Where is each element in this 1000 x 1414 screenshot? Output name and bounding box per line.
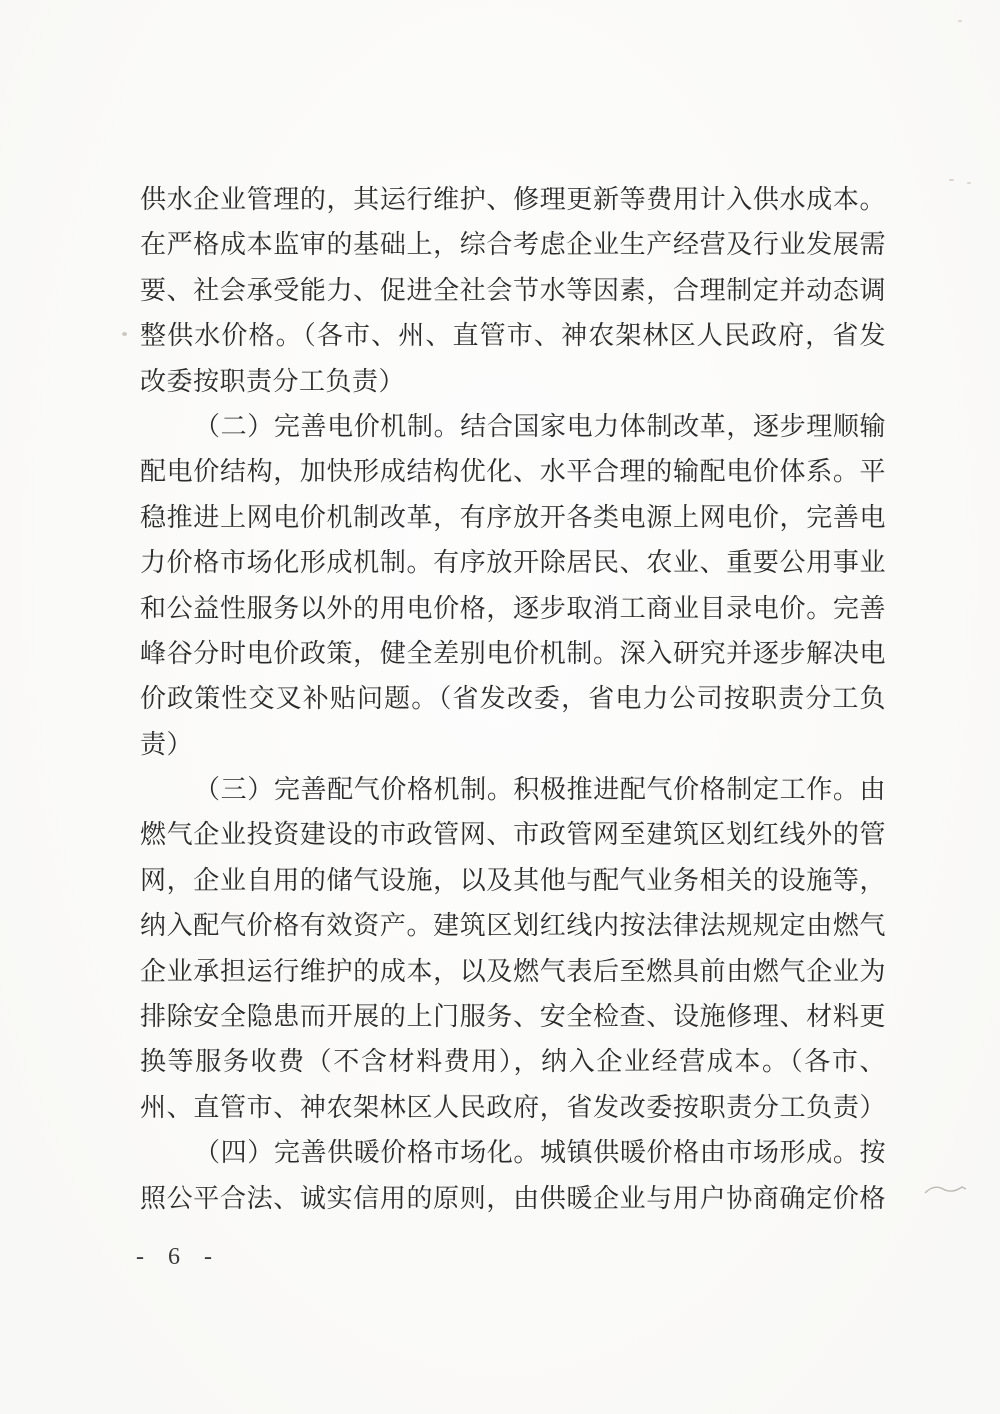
text-line: 责）	[140, 729, 194, 759]
text-line: 换等服务收费（不含材料费用），纳入企业经营成本。（各市、	[140, 1047, 886, 1077]
scan-speck	[967, 182, 971, 184]
document-body	[140, 177, 886, 1221]
text-line: （四）完善供暖价格市场化。城镇供暖价格由市场形成。按	[194, 1138, 886, 1168]
text-line: （二）完善电价机制。结合国家电力体制改革，逐步理顺输	[194, 411, 886, 441]
text-line: 网，企业自用的储气设施，以及其他与配气业务相关的设施等，	[140, 865, 886, 895]
page-number: - 6 -	[136, 1244, 221, 1270]
text-line: 燃气企业投资建设的市政管网、市政管网至建筑区划红线外的管	[140, 820, 886, 850]
scan-speck	[958, 20, 962, 22]
text-line: 要、社会承受能力、促进全社会节水等因素，合理制定并动态调	[140, 275, 886, 305]
text-line: （三）完善配气价格机制。积极推进配气价格制定工作。由	[194, 775, 886, 805]
paragraph	[140, 177, 886, 404]
text-line: 供水企业管理的，其运行维护、修理更新等费用计入供水成本。	[140, 185, 886, 214]
paragraph	[140, 1130, 886, 1221]
text-line: 价政策性交叉补贴问题。（省发改委，省电力公司按职责分工负	[140, 684, 886, 714]
text-line: 纳入配气价格有效资产。建筑区划红线内按法律法规规定由燃气	[140, 911, 886, 941]
text-line: 在严格成本监审的基础上，综合考虑企业生产经营及行业发展需	[140, 230, 886, 260]
text-line: 和公益性服务以外的用电价格，逐步取消工商业目录电价。完善	[140, 593, 886, 623]
text-line: 峰谷分时电价政策，健全差别电价机制。深入研究并逐步解决电	[140, 638, 886, 668]
text-line: 改委按职责分工负责）	[140, 366, 406, 396]
text-line: 排除安全隐患而开展的上门服务、安全检查、设施修理、材料更	[140, 1002, 886, 1032]
text-line: 企业承担运行维护的成本，以及燃气表后至燃具前由燃气企业为	[140, 956, 886, 986]
text-line: 州、直管市、神农架林区人民政府，省发改委按职责分工负责）	[140, 1092, 886, 1122]
text-line: 稳推进上网电价机制改革，有序放开各类电源上网电价，完善电	[140, 502, 886, 532]
scan-speck	[122, 332, 127, 336]
text-line: 照公平合法、诚实信用的原则，由供暖企业与用户协商确定价格	[140, 1183, 886, 1213]
paragraph	[140, 767, 886, 1130]
paragraph	[140, 404, 886, 767]
text-line: 整供水价格。（各市、州、直管市、神农架林区人民政府，省发	[140, 321, 886, 351]
scan-speck	[949, 179, 954, 181]
text-line: 力价格市场化形成机制。有序放开除居民、农业、重要公用事业	[140, 548, 886, 578]
scan-smudge	[922, 1178, 970, 1200]
text-line: 配电价结构，加快形成结构优化、水平合理的输配电价体系。平	[140, 457, 886, 487]
